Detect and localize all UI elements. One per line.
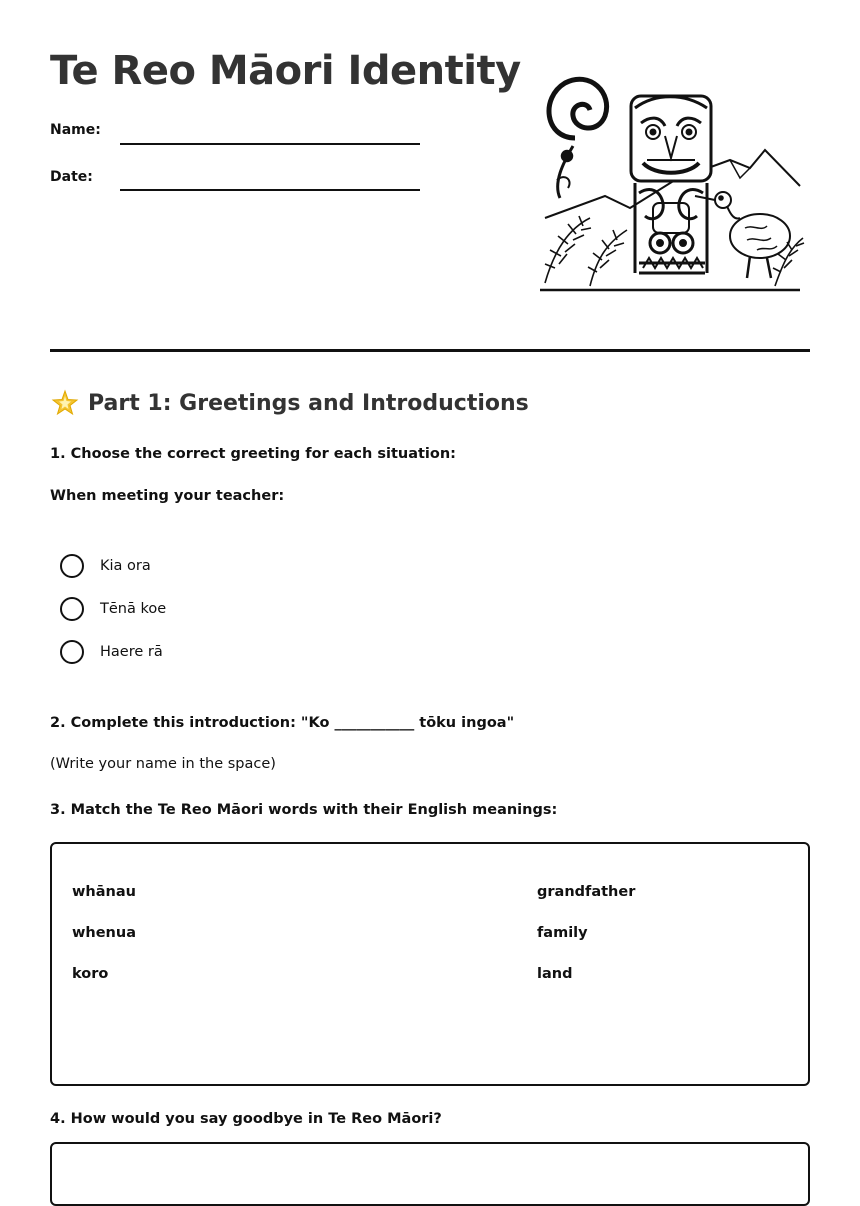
date-field[interactable] bbox=[120, 189, 420, 191]
glowing-star-icon bbox=[50, 388, 80, 418]
match-right-word[interactable]: land bbox=[537, 966, 573, 982]
name-label: Name: bbox=[50, 122, 101, 138]
option-label: Tēnā koe bbox=[100, 601, 167, 617]
radio-option-kia-ora[interactable] bbox=[60, 554, 151, 578]
matching-box[interactable] bbox=[50, 842, 810, 1086]
date-label: Date: bbox=[50, 169, 93, 185]
question-4-answer-box[interactable] bbox=[50, 1142, 810, 1206]
radio-option-tena-koe[interactable] bbox=[60, 597, 166, 621]
option-label: Kia ora bbox=[100, 558, 151, 574]
radio-button[interactable] bbox=[60, 554, 84, 578]
question-4-prompt: 4. How would you say goodbye in Te Reo Māori? bbox=[50, 1111, 442, 1127]
match-left-word[interactable]: whenua bbox=[72, 925, 136, 941]
question-1-prompt: 1. Choose the correct greeting for each situation: bbox=[50, 446, 456, 462]
radio-button[interactable] bbox=[60, 597, 84, 621]
radio-button[interactable] bbox=[60, 640, 84, 664]
radio-option-haere-ra[interactable] bbox=[60, 640, 163, 664]
maori-illustration-icon bbox=[535, 68, 805, 293]
match-left-word[interactable]: koro bbox=[72, 966, 109, 982]
match-right-word[interactable]: family bbox=[537, 925, 588, 941]
name-field[interactable] bbox=[120, 143, 420, 145]
page-title: Te Reo Māori Identity bbox=[50, 48, 521, 94]
question-1-situation: When meeting your teacher: bbox=[50, 488, 285, 504]
option-label: Haere rā bbox=[100, 644, 163, 660]
match-right-word[interactable]: grandfather bbox=[537, 884, 636, 900]
part1-heading bbox=[50, 388, 529, 418]
question-3-prompt: 3. Match the Te Reo Māori words with their English meanings: bbox=[50, 802, 558, 818]
section-divider bbox=[50, 349, 810, 352]
match-left-word[interactable]: whānau bbox=[72, 884, 136, 900]
question-2-prompt: 2. Complete this introduction: "Ko ___________ tōku ingoa" bbox=[50, 715, 515, 731]
part1-title: Part 1: Greetings and Introductions bbox=[88, 390, 529, 416]
question-2-hint: (Write your name in the space) bbox=[50, 756, 276, 772]
